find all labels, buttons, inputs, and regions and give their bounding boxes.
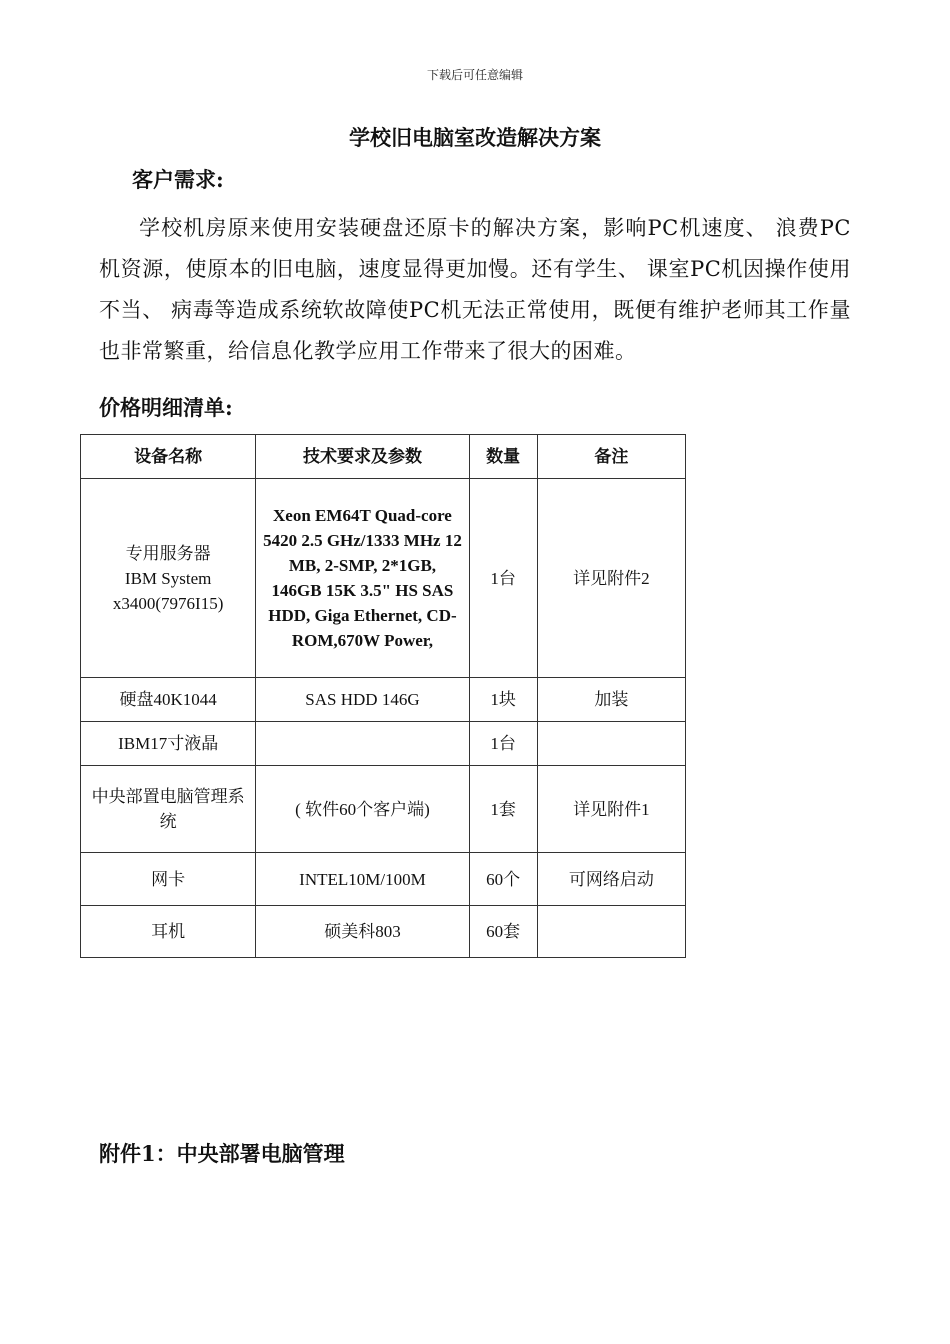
remark-cell — [537, 906, 685, 958]
document-title: 学校旧电脑室改造解决方案 — [349, 125, 601, 150]
device-name-line: x3400(7976I15) — [112, 593, 224, 613]
customer-needs-heading: 客户需求: — [132, 167, 224, 192]
header-spec: 技术要求及参数 — [256, 435, 469, 479]
device-name-cell: 网卡 — [81, 853, 256, 906]
device-name-cell: 中央部置电脑管理系统 — [81, 766, 256, 853]
header-device-name: 设备名称 — [81, 435, 256, 479]
spec-cell: Xeon EM64T Quad-core 5420 2.5 GHz/1333 MHz 12 MB, 2-SMP, 2*1GB, 146GB 15K 3.5" HS SAS HDD, Giga Ethernet, CD-ROM,670W Power, — [256, 479, 469, 678]
price-table — [80, 434, 686, 958]
table-row — [81, 853, 686, 906]
header-remark: 备注 — [537, 435, 685, 479]
device-name-line: IBM System — [124, 568, 212, 588]
attachment-heading: 附件1：中央部署电脑管理 — [99, 1141, 345, 1166]
remark-cell — [537, 722, 685, 766]
remark-cell: 详见附件2 — [537, 479, 685, 678]
table-row — [81, 766, 686, 853]
spec-cell: 硕美科803 — [256, 906, 469, 958]
quantity-cell: 1块 — [469, 678, 537, 722]
table-row — [81, 479, 686, 678]
device-name-line: 专用服务器 — [125, 543, 211, 563]
spec-cell: INTEL10M/100M — [256, 853, 469, 906]
table-header-row — [81, 435, 686, 479]
quantity-cell: 1套 — [469, 766, 537, 853]
remark-cell: 加装 — [537, 678, 685, 722]
table-row — [81, 722, 686, 766]
price-list-heading: 价格明细清单: — [99, 395, 233, 420]
device-name-cell — [81, 479, 256, 678]
quantity-cell: 1台 — [469, 722, 537, 766]
header-quantity: 数量 — [469, 435, 537, 479]
remark-cell: 可网络启动 — [537, 853, 685, 906]
device-name-cell: 硬盘40K1044 — [81, 678, 256, 722]
quantity-cell: 60个 — [469, 853, 537, 906]
quantity-cell: 1台 — [469, 479, 537, 678]
customer-needs-paragraph: 学校机房原来使用安装硬盘还原卡的解决方案，影响PC机速度、 浪费PC机资源，使原本的旧电脑，速度显得更加慢。还有学生、 课室PC机因操作使用不当、 病毒等造成系统软故障使PC机无法正常使用，既便有维护老师其工作量也非常繁重，给信息化教学应用工作带来了很大的困难。 — [99, 216, 851, 363]
header-note: 下载后可任意编辑 — [426, 68, 523, 82]
table-row — [81, 678, 686, 722]
quantity-cell: 60套 — [469, 906, 537, 958]
table-row — [81, 906, 686, 958]
remark-cell: 详见附件1 — [537, 766, 685, 853]
spec-cell: SAS HDD 146G — [256, 678, 469, 722]
device-name-cell: IBM17寸液晶 — [81, 722, 256, 766]
device-name-cell: 耳机 — [81, 906, 256, 958]
spec-cell: ( 软件60个客户端) — [256, 766, 469, 853]
spec-cell — [256, 722, 469, 766]
